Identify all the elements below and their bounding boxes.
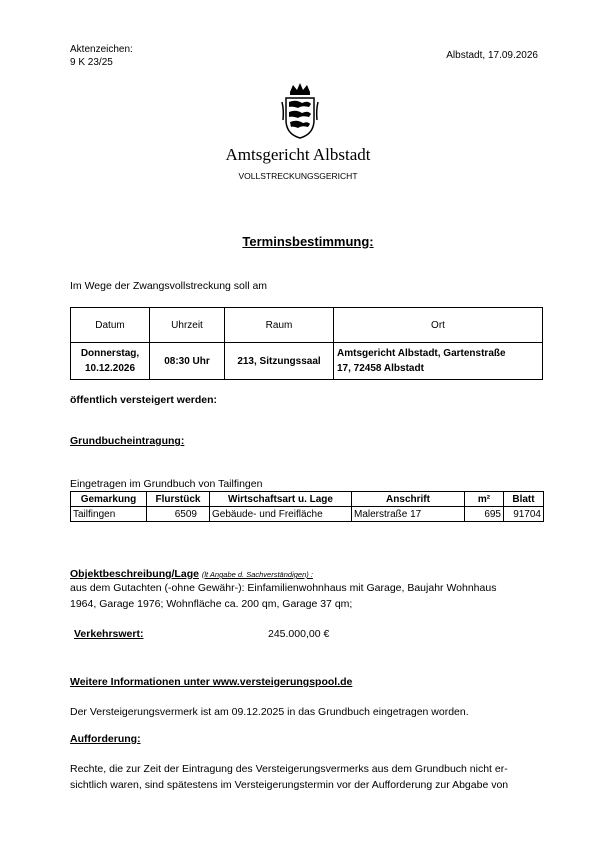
ort-line2: 17, 72458 Albstadt — [337, 363, 424, 374]
gb-cell-flurstueck: 6509 — [147, 507, 210, 522]
court-name: Amtsgericht Albstadt — [225, 145, 371, 164]
vermerk-text: Der Versteigerungsvermerk ist am 09.12.2025 in das Grundbuch eingetragen worden. — [70, 706, 469, 718]
objekt-line1: aus dem Gutachten (-ohne Gewähr-): Einfamilienwohnhaus mit Garage, Baujahr Wohnhaus — [70, 582, 497, 594]
cell-datum — [71, 343, 150, 380]
objekt-note: (lt Angabe d. Sachverständigen) : — [201, 570, 313, 579]
gb-header-wirtschaftsart: Wirtschaftsart u. Lage — [210, 492, 352, 507]
aufforderung-text — [70, 761, 508, 793]
termin-table-header — [71, 308, 543, 343]
gb-cell-wirtschaftsart: Gebäude- und Freifläche — [210, 507, 352, 522]
header-raum: Raum — [225, 308, 334, 343]
gb-header-qm: m² — [465, 492, 504, 507]
header-ort: Ort — [334, 308, 543, 343]
versteigert-text: öffentlich versteigert werden: — [70, 394, 218, 406]
cell-ort — [334, 343, 543, 380]
gb-cell-qm: 695 — [465, 507, 504, 522]
cell-raum: 213, Sitzungssaal — [225, 343, 334, 380]
verkehrswert-value: 245.000,00 € — [268, 628, 330, 640]
intro-text: Im Wege der Zwangsvollstreckung soll am — [70, 280, 268, 292]
datum-weekday: Donnerstag, — [80, 348, 140, 359]
gb-cell-gemarkung: Tailfingen — [71, 507, 147, 522]
aktenzeichen-label: Aktenzeichen: — [70, 44, 133, 55]
gb-header-flurstueck: Flurstück — [147, 492, 210, 507]
objekt-heading: Objektbeschreibung/Lage — [70, 568, 199, 580]
coat-of-arms-icon — [280, 80, 320, 140]
aufforderung-heading: Aufforderung: — [70, 733, 141, 745]
gb-header-gemarkung: Gemarkung — [71, 492, 147, 507]
datum-date: 10.12.2026 — [84, 363, 136, 374]
aufforderung-line2: sichtlich waren, sind spätestens im Versteigerungstermin vor der Aufforderung zur Abgabe von — [70, 779, 509, 791]
objekt-line2: 1964, Garage 1976; Wohnfläche ca. 200 qm, Garage 37 qm; — [70, 598, 353, 610]
header-datum: Datum — [71, 308, 150, 343]
grundbuch-heading: Grundbucheintragung: — [70, 435, 185, 447]
aktenzeichen-value: 9 K 23/25 — [70, 57, 113, 68]
gb-header-anschrift: Anschrift — [352, 492, 465, 507]
aufforderung-line1: Rechte, die zur Zeit der Eintragung des Versteigerungsvermerks aus dem Grundbuch nicht er- — [70, 763, 508, 775]
info-link[interactable]: Weitere Informationen unter www.versteigerungspool.de — [70, 676, 353, 688]
grundbuch-table-header — [71, 492, 544, 507]
place-date: Albstadt, 17.09.2026 — [446, 50, 538, 61]
grundbuch-table-row — [71, 507, 544, 522]
verkehrswert-label: Verkehrswert: — [74, 628, 144, 640]
ort-line1: Amtsgericht Albstadt, Gartenstraße — [337, 348, 506, 359]
header-uhrzeit: Uhrzeit — [150, 308, 225, 343]
grundbuch-table — [70, 491, 544, 522]
grundbuch-intro: Eingetragen im Grundbuch von Tailfingen — [70, 478, 263, 490]
document-title: Terminsbestimmung: — [242, 234, 374, 249]
gb-header-blatt: Blatt — [504, 492, 544, 507]
termin-table-row — [71, 343, 543, 380]
gb-cell-blatt: 91704 — [504, 507, 544, 522]
cell-uhrzeit: 08:30 Uhr — [150, 343, 225, 380]
gb-cell-anschrift: Malerstraße 17 — [352, 507, 465, 522]
termin-table — [70, 307, 543, 380]
objekt-description — [70, 580, 496, 612]
aktenzeichen-block — [70, 43, 133, 69]
court-department: VOLLSTRECKUNGSGERICHT — [238, 171, 358, 181]
